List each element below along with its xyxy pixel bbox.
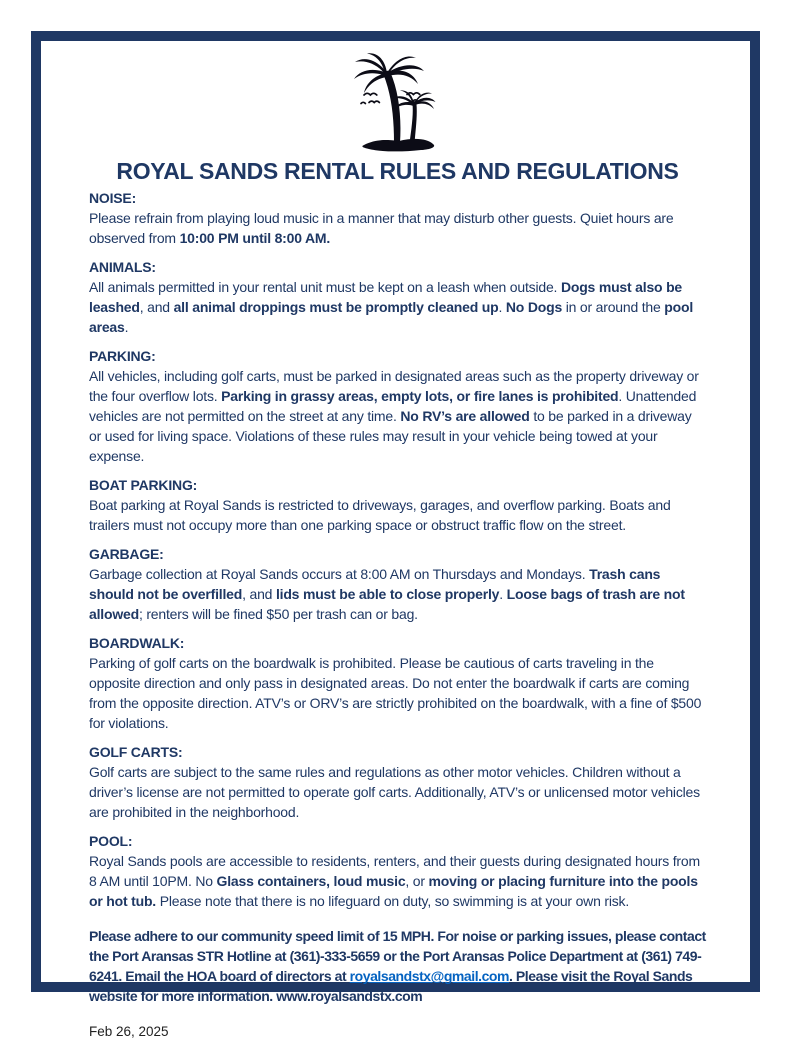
text-run: Trash cans should not be overfilled <box>89 566 661 602</box>
text-run: all animal droppings must be promptly cleaned up <box>173 299 499 315</box>
section-paragraph <box>89 495 706 535</box>
rules-section <box>89 831 706 911</box>
rules-sections <box>89 188 706 911</box>
text-run: Please note that there is no lifeguard on duty, so swimming is at your own risk. <box>156 893 630 909</box>
text-run: , or <box>405 873 429 889</box>
section-paragraph <box>89 564 706 624</box>
text-run: pool areas <box>89 299 694 335</box>
section-heading: GOLF CARTS: <box>89 744 183 760</box>
palm-trees-and-birds-logo <box>349 53 447 153</box>
document-date: Feb 26, 2025 <box>89 1024 169 1039</box>
text-run: . <box>499 586 507 602</box>
rules-section <box>89 257 706 337</box>
closing-paragraph <box>89 926 706 1006</box>
email-link[interactable]: royalsandstx@gmail.com <box>349 968 510 984</box>
text-run: . <box>498 299 506 315</box>
section-heading: PARKING: <box>89 348 156 364</box>
text-run: Parking of golf carts on the boardwalk is prohibited. Please be cautious of carts traveling in the opposite direction and only pass in designated areas. Do not enter the boardwalk if carts are coming from the opposite direction. ATV’s or ORV’s are strictly prohibited on the boardwalk, with a fine of $500 for violations. <box>89 655 702 731</box>
text-run: ; renters will be fined $50 per trash can or bag. <box>138 606 418 622</box>
section-heading: NOISE: <box>89 190 137 206</box>
text-run: to be parked in a driveway or used for living space. Violations of these rules may result in your vehicle being towed at your expense. <box>89 408 692 464</box>
text-run: Golf carts are subject to the same rules and regulations as other motor vehicles. Children without a driver’s license are not permitted to operate golf carts. Additionally, ATV’s or unlicensed motor vehicles are prohibited in the neighborhood. <box>89 764 700 820</box>
text-run: No Dogs <box>505 299 563 315</box>
section-paragraph <box>89 208 706 248</box>
rules-section <box>89 346 706 466</box>
text-run: . Unattended vehicles are not permitted on the street at any time. <box>89 388 697 424</box>
text-run: All vehicles, including golf carts, must be parked in designated areas such as the property driveway or the four overflow lots. <box>89 368 699 404</box>
rules-section <box>89 544 706 624</box>
text-run: in or around the <box>562 299 665 315</box>
section-paragraph <box>89 762 706 822</box>
document-content <box>41 41 750 1039</box>
text-run: . <box>124 319 129 335</box>
rules-section <box>89 742 706 822</box>
rules-section <box>89 633 706 733</box>
text-run: Dogs must also be leashed <box>89 279 683 315</box>
section-heading: BOARDWALK: <box>89 635 185 651</box>
text-run: Glass containers, loud music <box>216 873 406 889</box>
section-paragraph <box>89 277 706 337</box>
text-run: Garbage collection at Royal Sands occurs at 8:00 AM on Thursdays and Mondays. <box>89 566 590 582</box>
text-run: Please refrain from playing loud music in a manner that may disturb other guests. Quiet hours are observed from <box>89 210 674 246</box>
text-run: , and <box>139 299 174 315</box>
rules-section <box>89 188 706 248</box>
section-heading: POOL: <box>89 833 133 849</box>
page-title: ROYAL SANDS RENTAL RULES AND REGULATIONS <box>116 158 679 184</box>
section-paragraph <box>89 366 706 466</box>
text-run: All animals permitted in your rental unit must be kept on a leash when outside. <box>89 279 561 295</box>
text-run: . Please visit the Royal Sands website for more information. www.royalsandstx.com <box>89 968 693 1004</box>
section-paragraph <box>89 653 706 733</box>
text-run: Please adhere to our community speed limit of 15 MPH. For noise or parking issues, please contact the Port Aransas STR Hotline at (361)-333-5659 or the Port Aransas Police Department at (361) 749-6241. Email the HOA board of directors at <box>89 928 706 984</box>
text-run: Parking in grassy areas, empty lots, or fire lanes is prohibited <box>221 388 619 404</box>
text-run: No RV’s are allowed <box>400 408 530 424</box>
text-run: Royal Sands pools are accessible to residents, renters, and their guests during designated hours from 8 AM until 10PM. No <box>89 853 700 889</box>
text-run: moving or placing furniture into the pools or hot tub. <box>89 873 698 909</box>
section-heading: GARBAGE: <box>89 546 164 562</box>
text-run: Boat parking at Royal Sands is restricted to driveways, garages, and overflow parking. Boats and trailers must not occupy more than one parking space or obstruct traffic flow on the street. <box>89 497 671 533</box>
document-border-frame <box>31 31 760 1039</box>
text-run: 10:00 PM until 8:00 AM. <box>179 230 331 246</box>
text-run: Loose bags of trash are not allowed <box>89 586 685 622</box>
text-run: , and <box>242 586 276 602</box>
section-heading: ANIMALS: <box>89 259 156 275</box>
text-run: lids must be able to close properly <box>275 586 500 602</box>
section-paragraph <box>89 851 706 911</box>
section-heading: BOAT PARKING: <box>89 477 198 493</box>
logo-container <box>89 53 706 158</box>
rules-section <box>89 475 706 535</box>
